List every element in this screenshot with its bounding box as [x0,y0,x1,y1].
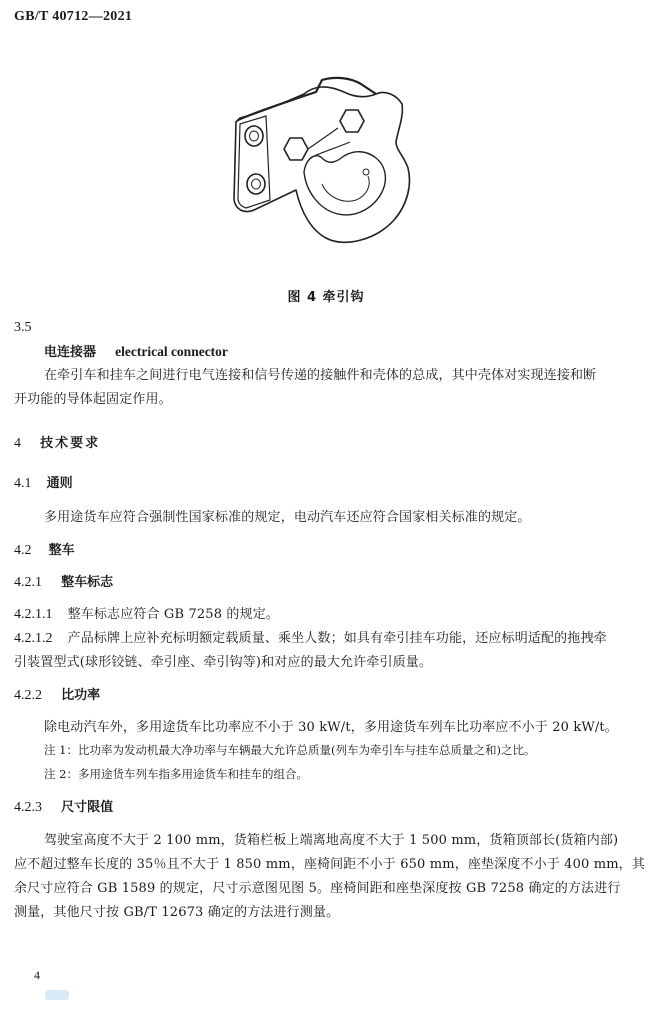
term-definition-line-1: 在牵引车和挂车之间进行电气连接和信号传递的接触件和壳体的总成，其中壳体对实现连接和断 [44,368,597,383]
section-4-2-3-line-3: 余尺寸应符合 GB 1589 的规定，尺寸示意图见图 5。座椅间距和座垫深度按 GB 7258 确定的方法进行 [14,881,621,896]
section-4-2-1-2-line-1: 产品标牌上应补充标明额定载质量、乘坐人数；如具有牵引挂车功能，还应标明适配的拖拽牵 [67,631,607,646]
section-4-2-1-2-line-2: 引装置型式(球形铰链、牵引座、牵引钩等)和对应的最大允许牵引质量。 [14,655,433,670]
term-english: electrical connector [115,344,228,359]
term-heading [44,341,228,360]
section-4-2-2-text: 除电动汽车外，多用途货车比功率应不小于 30 kW/t，多用途货车列车比功率应不小于 20 kW/t。 [44,720,618,735]
bolt-hole-upper [245,126,263,146]
section-4-1-heading [14,472,73,492]
note-2: 注 2：多用途货车列车指多用途货车和挂车的组合。 [44,767,308,781]
section-4-1-number: 4.1 [14,476,32,491]
bolt-hole-lower [247,174,265,194]
section-4-2-3-line-4: 测量，其他尺寸按 GB/T 12673 确定的方法进行测量。 [14,905,340,920]
hook-top-shade [238,78,376,120]
section-4-2-3-number: 4.2.3 [14,800,42,815]
section-3-5-number: 3.5 [14,320,32,335]
section-4-2-2-heading [14,684,100,704]
section-4-2-1-heading [14,571,113,591]
section-4-1-title: 通则 [46,476,73,491]
note-1: 注 1：比功率为发动机最大净功率与车辆最大允许总质量(列车为牵引车与挂车总质量之和)之比。 [44,743,536,757]
section-4-title: 技术要求 [40,436,101,451]
section-4-2-1-1-number: 4.2.1.1 [14,607,53,622]
standard-number: GB/T 40712—2021 [14,9,133,24]
hook-jaw-opening [304,152,385,215]
section-4-2-1-2-number: 4.2.1.2 [14,631,53,646]
tow-hook-figure [226,72,426,252]
section-4-2-1-1-text: 整车标志应符合 GB 7258 的规定。 [67,607,280,622]
section-4-2-1-title: 整车标志 [61,575,114,590]
section-4-2-1-2 [14,627,607,647]
term-chinese: 电连接器 [44,345,97,360]
section-4-2-3-heading [14,796,113,816]
pin-dot [363,169,369,175]
term-definition-line-2: 开功能的导体起固定作用。 [14,392,172,407]
hex-nut-left [284,138,308,160]
section-4-2-3-line-1: 驾驶室高度不大于 2 100 mm，货箱栏板上端离地高度不大于 1 500 mm，货箱顶部长(货箱内部) [44,833,619,848]
section-4-2-2-title: 比功率 [61,688,101,703]
section-4-1-text: 多用途货车应符合强制性国家标准的规定，电动汽车还应符合国家相关标准的规定。 [44,510,531,525]
section-4-2-heading [14,539,75,559]
bolt-hole-lower-inner [252,179,261,189]
section-4-2-2-number: 4.2.2 [14,688,42,703]
section-4-2-title: 整车 [48,543,75,558]
figure-caption: 图 4 牵引钩 [287,290,365,305]
section-4-2-1-number: 4.2.1 [14,575,42,590]
hex-nut-upper [340,110,364,132]
section-4-2-3-title: 尺寸限值 [61,800,114,815]
hook-jaw-inner [322,176,369,201]
latch-line [308,128,338,149]
section-4-2-1-1 [14,603,279,623]
section-4-2-3-line-2: 应不超过整车长度的 35％且不大于 1 850 mm，座椅间距不小于 650 mm，座垫深度不小于 400 mm，其 [14,857,645,872]
publisher-watermark-logo [44,988,70,1002]
section-4-heading [14,432,100,452]
bolt-hole-upper-inner [250,131,259,141]
page-number: 4 [34,968,40,982]
section-4-number: 4 [14,436,21,451]
section-4-2-number: 4.2 [14,543,32,558]
